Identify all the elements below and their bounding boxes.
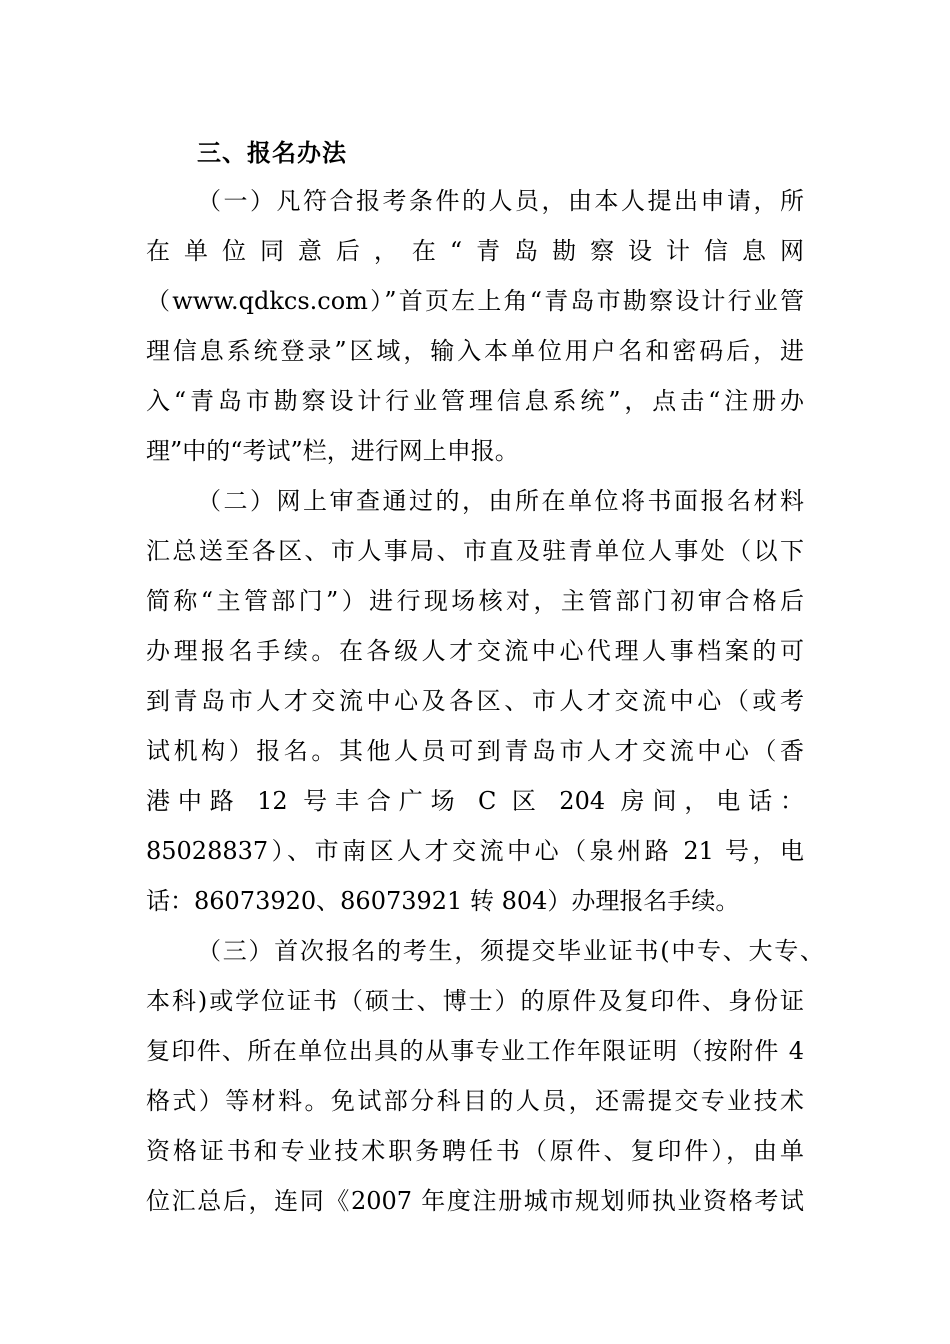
paragraph-line: 理信息系统登录”区域，输入本单位用户名和密码后，进 bbox=[146, 337, 804, 365]
paragraph-line: 话：86073920、86073921 转 804）办理报名手续。 bbox=[146, 887, 740, 915]
paragraph-line: 在单位同意后，在“青岛勘察设计信息网 bbox=[146, 237, 804, 265]
paragraph-line: （三）首次报名的考生，须提交毕业证书(中专、大专、 bbox=[197, 937, 824, 965]
paragraph-line: 到青岛市人才交流中心及各区、市人才交流中心（或考 bbox=[146, 687, 804, 715]
paragraph-line: 复印件、所在单位出具的从事专业工作年限证明（按附件 4 bbox=[146, 1037, 804, 1065]
paragraph-line: 格式）等材料。免试部分科目的人员，还需提交专业技术 bbox=[146, 1087, 804, 1115]
paragraph-line: 港中路 12 号丰合广场 C 区 204 房间，电话： bbox=[146, 787, 804, 815]
paragraph-line: 办理报名手续。在各级人才交流中心代理人事档案的可 bbox=[146, 637, 804, 665]
paragraph-line: 简称“主管部门”）进行现场核对，主管部门初审合格后 bbox=[146, 587, 804, 615]
paragraph-line: （二）网上审查通过的，由所在单位将书面报名材料 bbox=[197, 487, 804, 515]
paragraph-line: 本科)或学位证书（硕士、博士）的原件及复印件、身份证 bbox=[146, 987, 804, 1015]
paragraph-line: 试机构）报名。其他人员可到青岛市人才交流中心（香 bbox=[146, 737, 804, 765]
paragraph-line: 资格证书和专业技术职务聘任书（原件、复印件），由单 bbox=[146, 1137, 804, 1165]
paragraph-line: 汇总送至各区、市人事局、市直及驻青单位人事处（以下 bbox=[146, 537, 804, 565]
paragraph-line: 位汇总后，连同《2007 年度注册城市规划师执业资格考试 bbox=[146, 1187, 804, 1215]
section-heading: 三、报名办法 bbox=[197, 139, 347, 167]
paragraph-line: 85028837）、市南区人才交流中心（泉州路 21 号，电 bbox=[146, 837, 804, 865]
paragraph-line: （一）凡符合报考条件的人员，由本人提出申请，所 bbox=[197, 187, 804, 215]
paragraph-line: （www.qdkcs.com）”首页左上角“青岛市勘察设计行业管 bbox=[146, 287, 804, 315]
paragraph-line: 理”中的“考试”栏，进行网上申报。 bbox=[146, 437, 519, 465]
paragraph-line: 入“青岛市勘察设计行业管理信息系统”，点击“注册办 bbox=[146, 387, 804, 415]
